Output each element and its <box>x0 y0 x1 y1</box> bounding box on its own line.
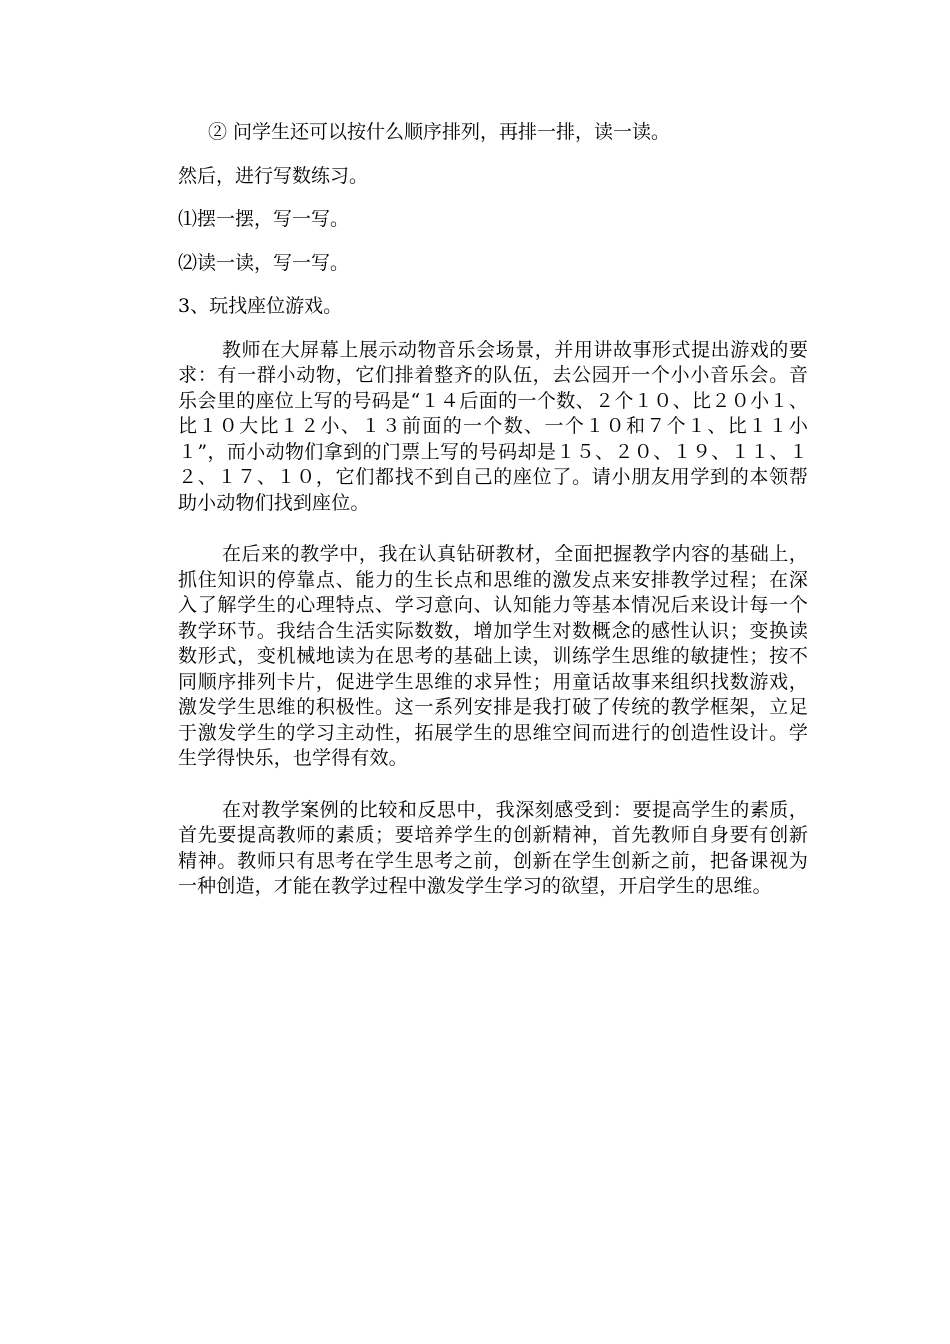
practice-item-2: ⑵读一读，写一写。 <box>178 251 350 274</box>
paragraph-reflection: 在对教学案例的比较和反思中，我深刻感受到：要提高学生的素质，首先要提高教师的素质；要培养学生的创新精神，首先教师自身要有创新精神。教师只有思考在学生思考之前，创新在学生创新之前，把备课视为一种创造，才能在教学过程中激发学生学习的欲望，开启学生的思维。 <box>178 798 808 897</box>
section-3-heading: 3、玩找座位游戏。 <box>178 295 343 317</box>
paragraph-teaching-design: 在后来的教学中，我在认真钻研教材，全面把握教学内容的基础上，抓住知识的停靠点、能力的生长点和思维的激发点来安排教学过程；在深入了解学生的心理特点、学习意向、认知能力等基本情况后来设计每一个教学环节。我结合生活实际数数，增加学生对数概念的感性认识；变换读数形式，变机械地读为在思考的基础上读，训练学生思维的敏捷性；按不同顺序排列卡片，促进学生思维的求异性；用童话故事来组织找数游戏，激发学生思维的积极性。这一系列安排是我打破了传统的教学框架，立足于激发学生的学习主动性，拓展学生的思维空间而进行的创造性设计。学生学得快乐，也学得有效。 <box>178 543 808 769</box>
writing-practice-line: 然后，进行写数练习。 <box>178 164 369 187</box>
step-2-line: ② 问学生还可以按什么顺序排列，再排一排，读一读。 <box>208 121 671 143</box>
practice-item-1: ⑴摆一摆，写一写。 <box>178 208 350 230</box>
paragraph-seat-game: 教师在大屏幕上展示动物音乐会场景，并用讲故事形式提出游戏的要求：有一群小动物，它们排着整齐的队伍，去公园开一个小小音乐会。音乐会里的座位上写的号码是“１４后面的一个数、２个１０、比２０小１、比１０大比１２小、１３前面的一个数、一个１０和７个１、比１１小１”，而小动物们拿到的门票上写的号码却是１５、２０、１９、１１、１２、１７、１０，它们都找不到自己的座位了。请小朋友用学到的本领帮助小动物们找到座位。 <box>178 338 808 514</box>
document-body <box>178 120 808 926</box>
